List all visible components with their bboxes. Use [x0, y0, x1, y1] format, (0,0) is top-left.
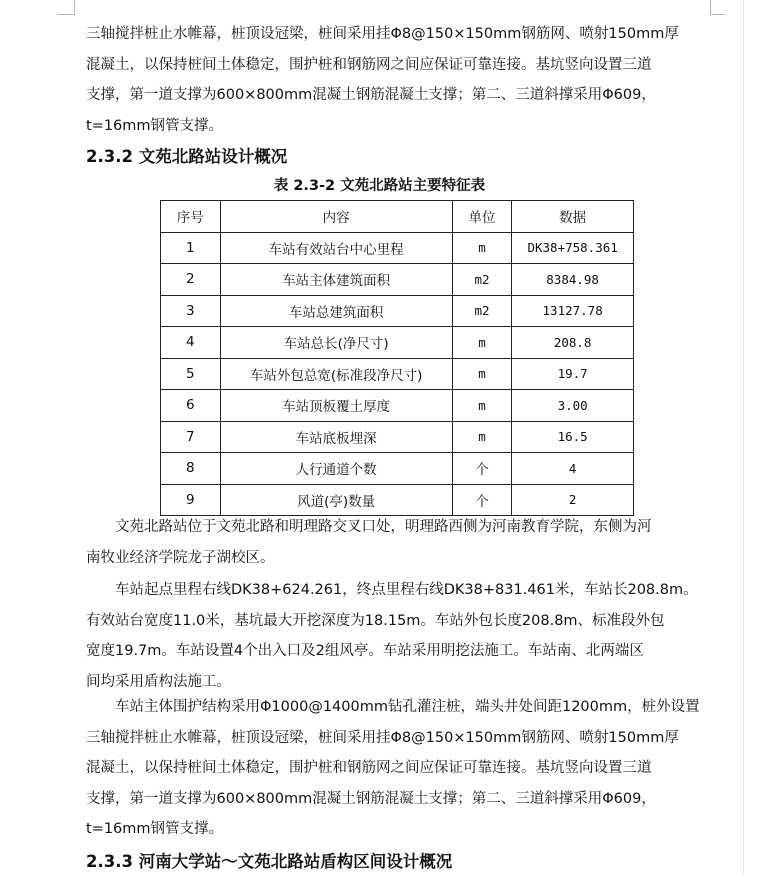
- cell-unit: 个: [452, 453, 512, 485]
- cell-unit: m: [452, 327, 512, 359]
- cell-content: 车站有效站台中心里程: [220, 232, 452, 264]
- text-line: 三轴搅拌桩止水帷幕，桩顶设冠梁，桩间采用挂Φ8@150×150mm钢筋网、喷射150mm厚: [86, 26, 679, 42]
- cell-data: 3.00: [512, 390, 634, 422]
- text-line: 宽度19.7m。车站设置4个出入口及2组风亭。车站采用明挖法施工。车站南、北两端区: [86, 643, 644, 659]
- text-line: 支撑，第一道支撑为600×800mm混凝土钢筋混凝土支撑；第二、三道斜撑采用Φ609，: [86, 87, 656, 103]
- cell-content: 车站顶板覆土厚度: [220, 390, 452, 422]
- table-row: [161, 453, 634, 485]
- cell-unit: m2: [452, 264, 512, 296]
- cell-content: 人行通道个数: [220, 453, 452, 485]
- table-row: [161, 232, 634, 264]
- cell-index: 3: [161, 295, 221, 327]
- text-line: 混凝土，以保持桩间土体稳定，围护桩和钢筋网之间应保证可靠连接。基坑竖向设置三道: [86, 56, 652, 73]
- text-line: 有效站台宽度11.0米，基坑最大开挖深度为18.15m。车站外包长度208.8m、标准段外包: [86, 612, 665, 629]
- table-header-row: [161, 201, 634, 233]
- header-cell-content: 内容: [220, 201, 452, 233]
- station-features-table: [160, 200, 634, 516]
- cell-data: 19.7: [512, 358, 634, 390]
- text-line: t=16mm钢管支撑。: [86, 821, 224, 837]
- text-line: 车站主体围护结构采用Φ1000@1400mm钻孔灌注桩，端头井处间距1200mm，桩外设置: [115, 699, 700, 715]
- cell-data: DK38+758.361: [512, 232, 634, 264]
- location-paragraph: [86, 512, 706, 573]
- table-row: [161, 484, 634, 516]
- header-cell-index: 序号: [161, 201, 221, 233]
- cell-data: 13127.78: [512, 295, 634, 327]
- section-heading-2-3-3: 2.3.3 河南大学站～文苑北路站盾构区间设计概况: [86, 852, 453, 871]
- text-line: 混凝土，以保持桩间土体稳定，围护桩和钢筋网之间应保证可靠连接。基坑竖向设置三道: [86, 760, 652, 776]
- cell-data: 2: [512, 484, 634, 516]
- cell-content: 车站主体建筑面积: [220, 264, 452, 296]
- cell-unit: m: [452, 358, 512, 390]
- table-row: [161, 390, 634, 422]
- text-line: 车站起点里程右线DK38+624.261，终点里程右线DK38+831.461米，车站长208.8m。: [115, 582, 698, 598]
- cell-index: 7: [161, 421, 221, 453]
- table-row: [161, 264, 634, 296]
- mileage-paragraph: [86, 575, 706, 697]
- text-line: 间均采用盾构法施工。: [86, 673, 231, 690]
- table-row: [161, 421, 634, 453]
- cell-content: 车站底板埋深: [220, 421, 452, 453]
- text-line: 支撑，第一道支撑为600×800mm混凝土钢筋混凝土支撑；第二、三道斜撑采用Φ609，: [86, 790, 656, 807]
- cell-index: 2: [161, 264, 221, 296]
- cell-data: 16.5: [512, 421, 634, 453]
- cell-unit: m: [452, 232, 512, 264]
- section-heading-2-3-2: 2.3.2 文苑北路站设计概况: [86, 147, 288, 166]
- table-caption: 表 2.3-2 文苑北路站主要特征表: [273, 178, 486, 194]
- cell-index: 6: [161, 390, 221, 422]
- cell-content: 车站总长(净尺寸): [220, 327, 452, 359]
- cell-index: 9: [161, 484, 221, 516]
- continued-paragraph: [86, 19, 706, 141]
- text-line: 三轴搅拌桩止水帷幕，桩顶设冠梁，桩间采用挂Φ8@150×150mm钢筋网、喷射150mm厚: [86, 729, 679, 746]
- cell-index: 5: [161, 358, 221, 390]
- table-row: [161, 295, 634, 327]
- cell-data: 8384.98: [512, 264, 634, 296]
- table-row: [161, 358, 634, 390]
- header-cell-unit: 单位: [452, 201, 512, 233]
- cell-unit: m: [452, 390, 512, 422]
- margin-corner-mark-left: [58, 0, 75, 15]
- text-line: t=16mm钢管支撑。: [86, 117, 224, 134]
- cell-data: 4: [512, 453, 634, 485]
- page-edge-line: [743, 0, 744, 875]
- cell-content: 车站总建筑面积: [220, 295, 452, 327]
- cell-unit: m2: [452, 295, 512, 327]
- cell-index: 8: [161, 453, 221, 485]
- cell-content: 风道(亭)数量: [220, 484, 452, 516]
- cell-data: 208.8: [512, 327, 634, 359]
- cell-content: 车站外包总宽(标准段净尺寸): [220, 358, 452, 390]
- cell-index: 4: [161, 327, 221, 359]
- table-row: [161, 327, 634, 359]
- text-line: 文苑北路站位于文苑北路和明理路交叉口处，明理路西侧为河南教育学院，东侧为河: [115, 519, 652, 535]
- header-cell-data: 数据: [512, 201, 634, 233]
- cell-unit: 个: [452, 484, 512, 516]
- structure-paragraph: [86, 692, 706, 845]
- margin-corner-mark-right: [710, 0, 725, 15]
- cell-unit: m: [452, 421, 512, 453]
- cell-index: 1: [161, 232, 221, 264]
- text-line: 南牧业经济学院龙子湖校区。: [86, 549, 275, 566]
